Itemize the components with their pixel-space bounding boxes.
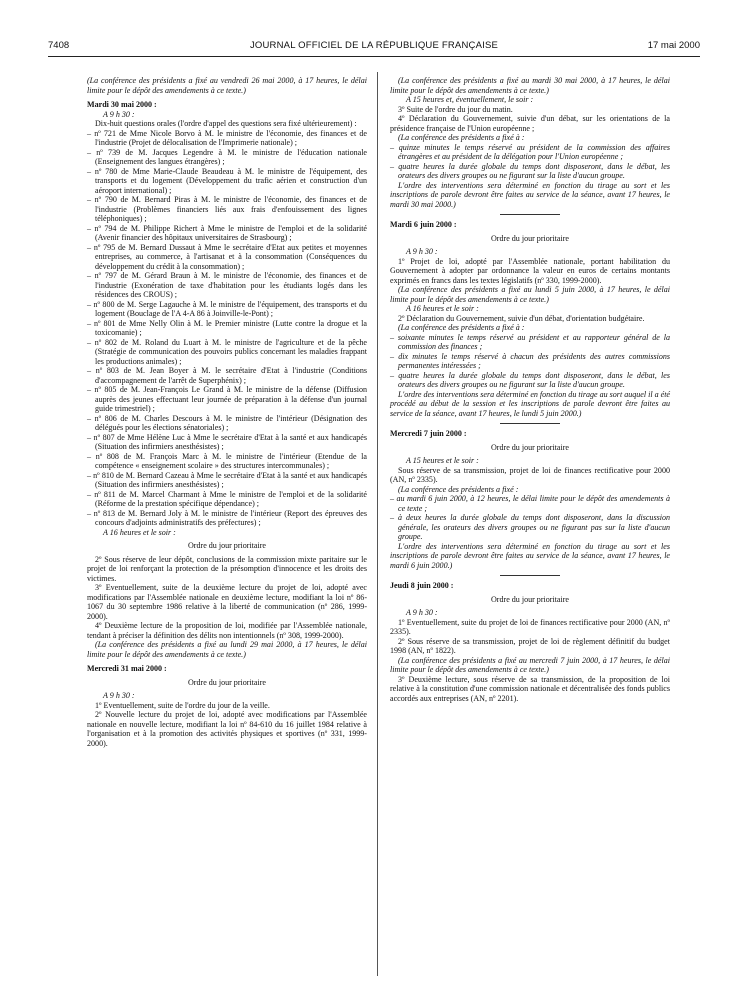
conference-note: (La conférence des présidents a fixé au mardi 30 mai 2000, à 17 heures, le délai limite pour le dépôt des amendements à ce texte.) xyxy=(390,76,670,95)
question-item: – nº 811 de M. Marcel Charmant à Mme le ministre de l'emploi et de la solidarité (Réforme de la prestation spécifique dépendance) ; xyxy=(87,489,367,508)
note-item: – soixante minutes le temps réservé au président et au rapporteur général de la commission des finances ; xyxy=(390,332,670,351)
issue-date: 17 mai 2000 xyxy=(647,40,700,51)
paragraph: Dix-huit questions orales (l'ordre d'appel des questions sera fixé ultérieurement) : xyxy=(95,119,357,128)
question-item: – nº 739 de M. Jacques Legendre à M. le ministre de l'éducation nationale (Enseignement des langues étrangères) ; xyxy=(87,147,367,166)
question-item: – nº 813 de M. Bernard Joly à M. le ministre de l'intérieur (Report des épreuves des concours d'adjoints administratifs des préfectures) ; xyxy=(87,508,367,527)
paragraph: 1º Projet de loi, adopté par l'Assemblée nationale, portant habilitation du Gouvernement à adopter par ordonnance la valeur en euros de certains montants exprimés en francs dans les textes législatifs (nº 330, 1999-2000). xyxy=(390,256,670,285)
note: (La conférence des présidents a fixé au vendredi 26 mai 2000, à 17 heures, le délai limite pour le dépôt des amendements à ce texte.) xyxy=(87,76,367,95)
conference-note: (La conférence des présidents a fixé à : xyxy=(398,133,525,142)
time-heading: A 9 h 30 : xyxy=(406,608,438,617)
right-column xyxy=(390,76,670,703)
paragraph: 1º Eventuellement, suite de l'ordre du jour de la veille. xyxy=(95,700,270,710)
time-heading: A 15 heures et, éventuellement, le soir : xyxy=(406,95,534,104)
section-separator xyxy=(500,423,560,424)
agenda-heading: Ordre du jour prioritaire xyxy=(491,233,569,243)
paragraph: 4º Déclaration du Gouvernement, suivie d'un débat, sur les orientations de la présidence française de l'Union européenne ; xyxy=(390,114,670,133)
question-item: – nº 780 de Mme Marie-Claude Beaudeau à M. le ministre de l'équipement, des transports et du logement (Développement du trafic aérien et construction d'un aéroport international) ; xyxy=(87,166,367,195)
day-heading: Mardi 6 juin 2000 : xyxy=(390,220,457,229)
day-heading: Mercredi 31 mai 2000 : xyxy=(87,664,167,673)
page-header xyxy=(48,40,700,54)
left-column xyxy=(87,76,367,748)
question-item: – nº 795 de M. Bernard Dussaut à Mme le secrétaire d'Etat aux petites et moyennes entreprises, au commerce, à l'artisanat et à la consommation (Conséquences du développement du crédit à la consommation) ; xyxy=(87,242,367,271)
page-number: 7408 xyxy=(48,40,70,51)
conference-note: (La conférence des présidents a fixé au lundi 5 juin 2000, à 17 heures, le délai limite pour le dépôt des amendements à ce texte.) xyxy=(390,285,670,304)
conference-note: L'ordre des interventions sera déterminé en fonction du tirage au sort et les inscriptions de parole devront être faites au service de la séance, avant 17 heures, le mardi 6 juin 2000.) xyxy=(390,541,670,570)
time-heading: A 9 h 30 : xyxy=(103,691,135,700)
paragraph: 2º Nouvelle lecture du projet de loi, adopté avec modifications par l'Assemblée nationale en nouvelle lecture, modifiant la loi nº 84-610 du 16 juillet 1984 relative à l'organisation et à la promotion des activités physiques et sportives (nº 331, 1999-2000). xyxy=(87,710,367,748)
agenda-heading: Ordre du jour prioritaire xyxy=(188,677,266,687)
note-item: – quatre heures la durée globale du temps dont disposeront, dans le débat, les orateurs des divers groupes ou ne figurant sur la liste d'aucun groupe. xyxy=(390,161,670,180)
question-item: – nº 806 de M. Charles Descours à M. le ministre de l'intérieur (Désignation des délégués pour les élections sénatoriales) ; xyxy=(87,413,367,432)
note-item: – quatre heures la durée globale du temps dont disposeront, dans le débat, les orateurs des divers groupes ou ne figurant sur la liste d'aucun groupe. xyxy=(390,370,670,389)
question-item: – nº 803 de M. Jean Boyer à M. le secrétaire d'Etat à l'industrie (Conditions d'accompagnement de l'arrêt de Superphénix) ; xyxy=(87,366,367,385)
paragraph: 2º Sous réserve de sa transmission, projet de loi de règlement définitif du budget 1998 (AN, nº 1822). xyxy=(390,636,670,655)
day-heading: Jeudi 8 juin 2000 : xyxy=(390,581,454,590)
header-rule xyxy=(48,56,700,57)
section-separator xyxy=(500,575,560,576)
question-item: – nº 810 de M. Bernard Cazeau à Mme le secrétaire d'Etat à la santé et aux handicapés (Situation des infirmiers anesthésistes) ; xyxy=(87,470,367,489)
note-item: – dix minutes le temps réservé à chacun des présidents des autres commissions permanentes intéressées ; xyxy=(390,351,670,370)
note-item: – à deux heures la durée globale du temps dont disposeront, dans la discussion générale, les orateurs des divers groupes ou ne figurant pas sur la liste d'aucun groupe. xyxy=(390,513,670,541)
journal-title: JOURNAL OFFICIEL DE LA RÉPUBLIQUE FRANÇAISE xyxy=(249,40,499,51)
conference-note: (La conférence des présidents a fixé à : xyxy=(398,323,525,332)
question-item: – nº 805 de M. Jean-François Le Grand à M. le ministre de la défense (Diffusion auprès des jeunes effectuant leur journée de préparation à la défense d'un journal guide trimestriel) ; xyxy=(87,385,367,413)
paragraph: 4º Deuxième lecture de la proposition de loi, modifiée par l'Assemblée nationale, tendant à préciser la définition des délits non intentionnels (nº 308, 1999-2000). xyxy=(87,621,367,640)
conference-note: (La conférence des présidents a fixé au mercredi 7 juin 2000, à 17 heures, le délai limite pour le dépôt des amendements à ce texte.) xyxy=(390,655,670,674)
paragraph: 3º Deuxième lecture, sous réserve de sa transmission, de la proposition de loi relative à la constitution d'une commission nationale et décentralisée des fonds publics accordés aux entreprises (AN, nº 2201). xyxy=(390,674,670,703)
question-item: – nº 801 de Mme Nelly Olin à M. le Premier ministre (Lutte contre la drogue et la toxicomanie) ; xyxy=(87,318,367,337)
paragraph: 3º Suite de l'ordre du jour du matin. xyxy=(398,104,513,114)
paragraph: 2º Déclaration du Gouvernement, suivie d'un débat, d'orientation budgétaire. xyxy=(398,313,645,323)
question-item: – nº 808 de M. François Marc à M. le ministre de l'intérieur (Etendue de la compétence « enseignement scolaire » des structures intercommunales) ; xyxy=(87,451,367,470)
note-item: – quinze minutes le temps réservé au président de la commission des affaires étrangères et au président de la délégation pour l'Union européenne ; xyxy=(390,142,670,161)
paragraph: 2º Sous réserve de leur dépôt, conclusions de la commission mixte paritaire sur le projet de loi renforçant la protection de la présomption d'innocence et les droits des victimes. xyxy=(87,554,367,583)
column-divider xyxy=(377,72,378,976)
section-separator xyxy=(500,214,560,215)
day-heading: Mercredi 7 juin 2000 : xyxy=(390,429,467,438)
time-heading: A 16 heures et le soir : xyxy=(103,527,176,537)
conference-note: L'ordre des interventions sera déterminé en fonction du tirage au sort et les inscriptions de parole devront être faites au service de la séance, avant 17 heures, le mardi 30 mai 2000.) xyxy=(390,180,670,209)
question-item: – nº 790 de M. Bernard Piras à M. le ministre de l'économie, des finances et de l'industrie (Problèmes financiers liés aux frais d'enfouissement des lignes téléphoniques) ; xyxy=(87,195,367,223)
agenda-heading: Ordre du jour prioritaire xyxy=(188,541,266,550)
question-item: – nº 802 de M. Roland du Luart à M. le ministre de l'agriculture et de la pêche (Stratégie de communication des pouvoirs publics concernant les maladies frappant les productions animales) ; xyxy=(87,337,367,366)
agenda-heading: Ordre du jour prioritaire xyxy=(491,594,569,604)
paragraph: 3º Eventuellement, suite de la deuxième lecture du projet de loi, adopté avec modifications par l'Assemblée nationale en deuxième lecture, modifiant la loi nº 86-1067 du 30 septembre 1986 relative à la liberté de communication (nº 286, 1999-2000). xyxy=(87,583,367,621)
time-heading: A 9 h 30 : xyxy=(103,109,135,119)
question-item: – nº 797 de M. Gérard Braun à M. le ministre de l'économie, des finances et de l'industrie (Exonération de taxe d'habitation pour les étudiants logés dans les résidences des CROUS) ; xyxy=(87,271,367,299)
conference-note: L'ordre des interventions sera déterminé en fonction du tirage au sort auquel il a été procédé au début de la session et les inscriptions de parole devront être faites au service de la séance, avant 17 heures, le lundi 5 juin 2000.) xyxy=(390,389,670,418)
paragraph: Sous réserve de sa transmission, projet de loi de finances rectificative pour 2000 (AN, nº 2335). xyxy=(390,465,670,484)
question-item: – nº 721 de Mme Nicole Borvo à M. le ministre de l'économie, des finances et de l'industrie (Projet de délocalisation de l'Imprimerie nationale) ; xyxy=(87,128,367,147)
day-heading: Mardi 30 mai 2000 : xyxy=(87,100,157,109)
time-heading: A 9 h 30 : xyxy=(406,247,438,256)
question-item: – nº 800 de M. Serge Lagauche à M. le ministre de l'équipement, des transports et du logement (Bouclage de l'A 4-A 86 à Joinville-le-Pont) ; xyxy=(87,299,367,318)
paragraph: 1º Eventuellement, suite du projet de loi de finances rectificative pour 2000 (AN, nº 2335). xyxy=(390,617,670,636)
conference-note: (La conférence des présidents a fixé : xyxy=(398,484,519,494)
conference-note: (La conférence des présidents a fixé au lundi 29 mai 2000, à 17 heures, le délai limite pour le dépôt des amendements à ce texte.) xyxy=(87,640,367,659)
question-item: – nº 794 de M. Philippe Richert à Mme le ministre de l'emploi et de la solidarité (Avenir financier des hôpitaux universitaires de Strasbourg) ; xyxy=(87,223,367,242)
time-heading: A 15 heures et le soir : xyxy=(406,456,479,465)
agenda-heading: Ordre du jour prioritaire xyxy=(491,442,569,452)
note-item: – au mardi 6 juin 2000, à 12 heures, le délai limite pour le dépôt des amendements à ce texte ; xyxy=(390,494,670,513)
question-item: – nº 807 de Mme Hélène Luc à Mme le secrétaire d'Etat à la santé et aux handicapés (Situation des infirmiers anesthésistes) ; xyxy=(87,432,367,451)
time-heading: A 16 heures et le soir : xyxy=(406,304,479,313)
